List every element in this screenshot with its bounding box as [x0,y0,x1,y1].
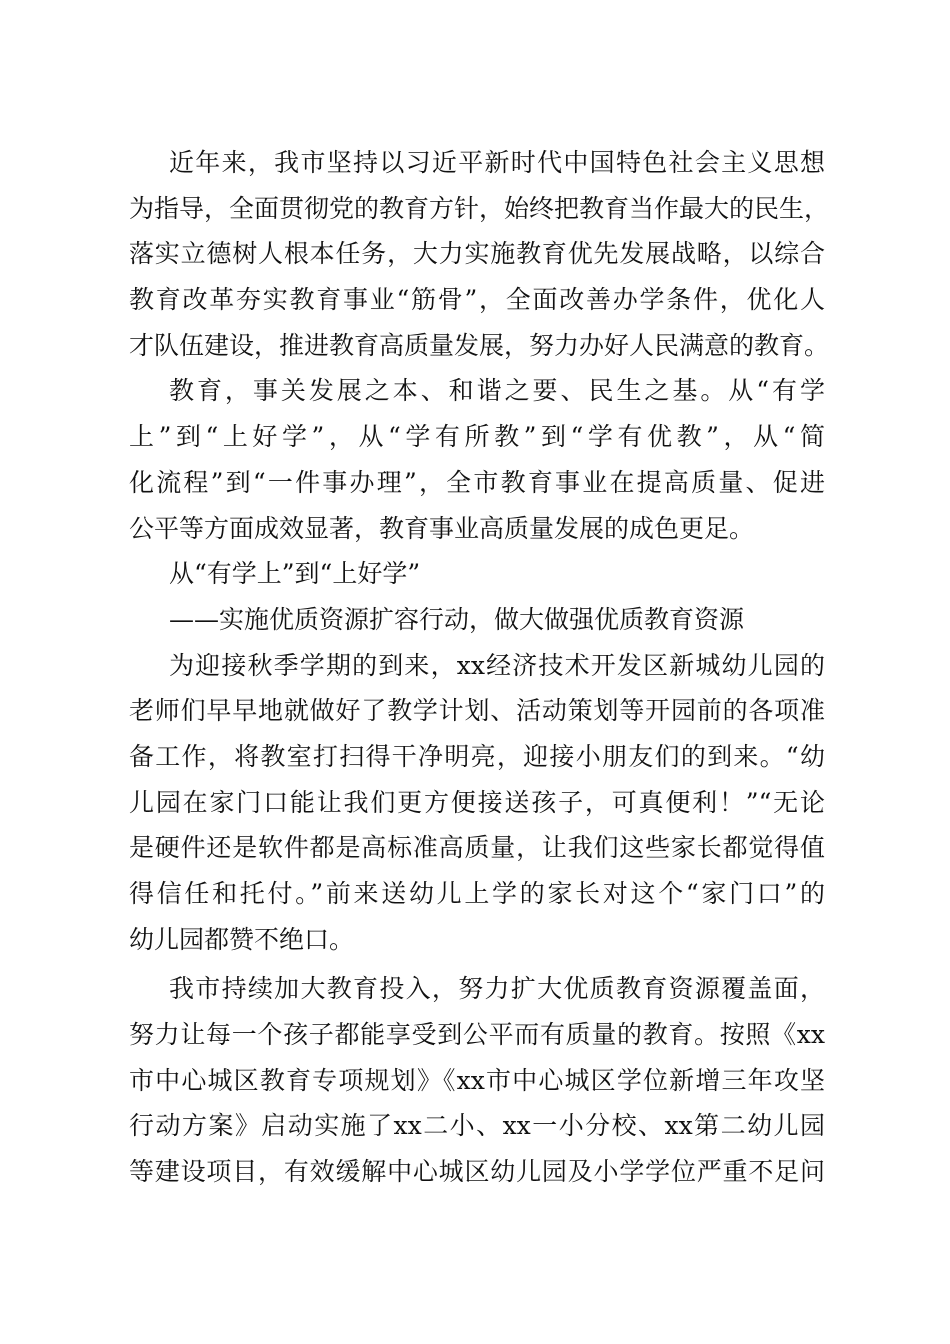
paragraph-line: 近年来，我市坚持以习近平新时代中国特色社会主义思想 [169,148,825,177]
paragraph-line: 儿园在家门口能让我们更方便接送孩子，可真便利！”“无论 [129,787,825,817]
paragraph-line: 市中心城区教育专项规划》《xx市中心城区学位新增三年攻坚 [129,1065,825,1095]
paragraph-line: 是硬件还是软件都是高标准高质量，让我们这些家长都觉得值 [129,833,825,863]
paragraph-line: 得信任和托付。”前来送幼儿上学的家长对这个“家门口”的 [129,879,825,908]
paragraph-line: 上”到“上好学”，从“学有所教”到“学有优教”，从“简 [129,422,825,452]
paragraph-line: 老师们早早地就做好了教学计划、活动策划等开园前的各项准 [129,696,825,726]
paragraph-line: 才队伍建设，推进教育高质量发展，努力办好人民满意的教育。 [129,330,830,360]
paragraph-line: 教育改革夯实教育事业“筋骨”，全面改善办学条件，优化人 [129,285,825,315]
paragraph-line: 我市持续加大教育投入，努力扩大优质教育资源覆盖面， [169,974,825,1004]
paragraph-line: 教育，事关发展之本、和谐之要、民生之基。从“有学 [169,376,825,406]
paragraph-line: 为指导，全面贯彻党的教育方针，始终把教育当作最大的民生， [129,193,830,223]
section-subheading [129,597,825,643]
document-body [129,140,830,1195]
paragraph-line: 幼儿园都赞不绝口。 [129,924,355,954]
paragraph-education-overview [129,368,825,551]
paragraph-line: 化流程”到“一件事办理”，全市教育事业在提高质量、促进 [129,467,825,497]
paragraph-line: 落实立德树人根本任务，大力实施教育优先发展战略，以综合 [129,239,825,269]
section-heading [129,551,825,597]
section-heading-text: 从“有学上”到“上好学” [169,559,421,589]
paragraph-line: 行动方案》启动实施了xx二小、xx一小分校、xx第二幼儿园 [129,1111,825,1141]
paragraph-kindergarten-story [129,643,825,963]
paragraph-line: 等建设项目，有效缓解中心城区幼儿园及小学学位严重不足问 [129,1157,825,1187]
paragraph-line: 备工作，将教室打扫得干净明亮，迎接小朋友们的到来。“幼 [129,741,825,771]
section-subheading-text: ——实施优质资源扩容行动，做大做强优质教育资源 [169,604,745,634]
paragraph-intro [129,140,830,368]
paragraph-line: 为迎接秋季学期的到来，xx经济技术开发区新城幼儿园的 [169,650,825,680]
paragraph-line: 努力让每一个孩子都能享受到公平而有质量的教育。按照《xx [129,1020,825,1050]
paragraph-investment [129,966,825,1194]
paragraph-line: 公平等方面成效显著，教育事业高质量发展的成色更足。 [129,513,755,543]
